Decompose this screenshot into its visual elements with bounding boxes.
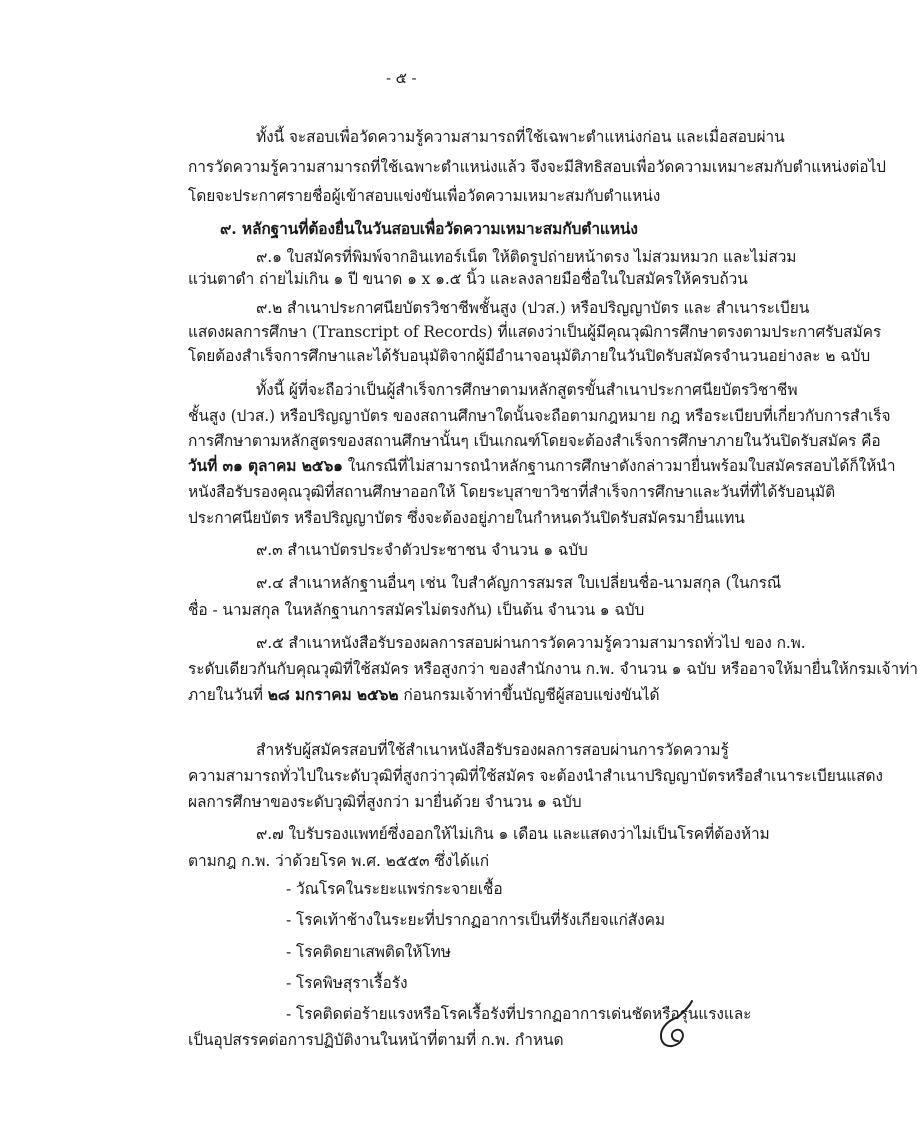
disease-list-item: - วัณโรคในระยะแพร่กระจายเชื้อ: [286, 880, 503, 898]
text-line: เป็นอุปสรรคต่อการปฏิบัติงานในหน้าที่ตามที่ ก.พ. กำหนด: [188, 1031, 564, 1049]
text-line: [188, 456, 895, 476]
text-line: แสดงผลการศึกษา (Transcript of Records) ที่แสดงว่าเป็นผู้มีคุณวุฒิการศึกษาตรงตามประกาศรับสมัคร: [188, 323, 882, 341]
text-line: ๙.๓ สำเนาบัตรประจำตัวประชาชน จำนวน ๑ ฉบับ: [256, 541, 588, 559]
text-line: ชื่อ - นามสกุล ในหลักฐานการสมัครไม่ตรงกัน) เป็นต้น จำนวน ๑ ฉบับ: [188, 601, 645, 619]
text-line: ความสามารถทั่วไปในระดับวุฒิที่สูงกว่าวุฒิที่ใช้สมัคร จะต้องนำสำเนาปริญญาบัตรหรือสำเนาระเบียนแสดง: [188, 767, 883, 785]
text-line: [188, 685, 660, 705]
text-line: ๙.๗ ใบรับรองแพทย์ซึ่งออกให้ไม่เกิน ๑ เดือน และแสดงว่าไม่เป็นโรคที่ต้องห้าม: [256, 825, 770, 843]
text-line: ทั้งนี้ ผู้ที่จะถือว่าเป็นผู้สำเร็จการศึกษาตามหลักสูตรขั้นสำเนาประกาศนียบัตรวิชาชีพ: [256, 381, 798, 399]
text-span: ภายในวันที่: [188, 686, 268, 704]
page-number: - ๕ -: [386, 69, 417, 87]
text-line: ๙.๕ สำเนาหนังสือรับรองผลการสอบผ่านการวัดความรู้ความสามารถทั่วไป ของ ก.พ.: [256, 634, 806, 652]
disease-list-item: - โรคติดยาเสพติดให้โทษ: [286, 943, 451, 961]
text-line: โดยต้องสำเร็จการศึกษาและได้รับอนุมัติจากผู้มีอำนาจอนุมัติภายในวันปิดรับสมัครจำนวนอย่างละ ๒ ฉบับ: [188, 347, 871, 365]
text-line: แว่นตาดำ ถ่ายไม่เกิน ๑ ปี ขนาด ๑ x ๑.๕ นิ้ว และลงลายมือชื่อในใบสมัครให้ครบถ้วน: [188, 270, 748, 288]
text-line: ระดับเดียวกันกับคุณวุฒิที่ใช้สมัคร หรือสูงกว่า ของสำนักงาน ก.พ. จำนวน ๑ ฉบับ หรืออาจให้มายื่นให้กรมเจ้าท่า: [188, 660, 918, 678]
signature-mark: [652, 995, 702, 1055]
text-line: ตามกฎ ก.พ. ว่าด้วยโรค พ.ศ. ๒๕๕๓ ซึ่งได้แก่: [188, 852, 490, 870]
disease-list-item: - โรคพิษสุราเรื้อรัง: [286, 974, 408, 992]
section-heading: ๙. หลักฐานที่ต้องยื่นในวันสอบเพื่อวัดความเหมาะสมกับตำแหน่ง: [220, 219, 638, 238]
text-line: สำหรับผู้สมัครสอบที่ใช้สำเนาหนังสือรับรองผลการสอบผ่านการวัดความรู้: [256, 741, 729, 759]
text-line: หนังสือรับรองคุณวุฒิที่สถานศึกษาออกให้ โดยระบุสาขาวิชาที่สำเร็จการศึกษาและวันที่ที่ได้รับอนุมัติ: [188, 483, 836, 501]
text-line: ประกาศนียบัตร หรือปริญญาบัตร ซึ่งจะต้องอยู่ภายในกำหนดวันปิดรับสมัครมายื่นแทน: [188, 509, 745, 527]
text-line: ๙.๒ สำเนาประกาศนียบัตรวิชาชีพชั้นสูง (ปวส.) หรือปริญญาบัตร และ สำเนาระเบียน: [256, 299, 810, 317]
text-line: ๙.๔ สำเนาหลักฐานอื่นๆ เช่น ใบสำคัญการสมรส ใบเปลี่ยนชื่อ-นามสกุล (ในกรณี: [256, 574, 782, 592]
text-line: ผลการศึกษาของระดับวุฒิที่สูงกว่า มายื่นด้วย จำนวน ๑ ฉบับ: [188, 793, 582, 811]
disease-list-item: - โรคติดต่อร้ายแรงหรือโรคเรื้อรังที่ปรากฏอาการเด่นชัดหรือรุนแรงและ: [286, 1005, 752, 1023]
closing-date: วันที่ ๓๑ ตุลาคม ๒๕๖๑: [188, 456, 343, 475]
text-line: การศึกษาตามหลักสูตรของสถานศึกษานั้นๆ เป็นเกณฑ์โดยจะต้องสำเร็จการศึกษาภายในวันปิดรับสมัคร คือ: [188, 432, 881, 450]
text-span: ก่อนกรมเจ้าท่าขึ้นบัญชีผู้สอบแข่งขันได้: [398, 686, 660, 704]
disease-list-item: - โรคเท้าช้างในระยะที่ปรากฏอาการเป็นที่รังเกียจแก่สังคม: [286, 911, 665, 929]
text-line: ทั้งนี้ จะสอบเพื่อวัดความรู้ความสามารถที่ใช้เฉพาะตำแหน่งก่อน และเมื่อสอบผ่าน: [256, 128, 785, 146]
text-line: การวัดความรู้ความสามารถที่ใช้เฉพาะตำแหน่งแล้ว จึงจะมีสิทธิสอบเพื่อวัดความเหมาะสมกับตำแหน่งต่อไป: [188, 158, 886, 176]
text-line: ชั้นสูง (ปวส.) หรือปริญญาบัตร ของสถานศึกษาใดนั้นจะถือตามกฎหมาย กฎ หรือระเบียบที่เกี่ยวกับการสำเร็จ: [188, 407, 891, 425]
deadline-date: ๒๘ มกราคม ๒๕๖๒: [267, 685, 399, 704]
text-line: ๙.๑ ใบสมัครที่พิมพ์จากอินเทอร์เน็ต ให้ติดรูปถ่ายหน้าตรง ไม่สวมหมวก และไม่สวม: [256, 248, 797, 266]
text-span: ในกรณีที่ไม่สามารถนำหลักฐานการศึกษาดังกล่าวมายื่นพร้อมใบสมัครสอบได้ก็ให้นำ: [342, 457, 896, 475]
text-line: โดยจะประกาศรายชื่อผู้เข้าสอบแข่งขันเพื่อวัดความเหมาะสมกับตำแหน่ง: [188, 187, 661, 205]
